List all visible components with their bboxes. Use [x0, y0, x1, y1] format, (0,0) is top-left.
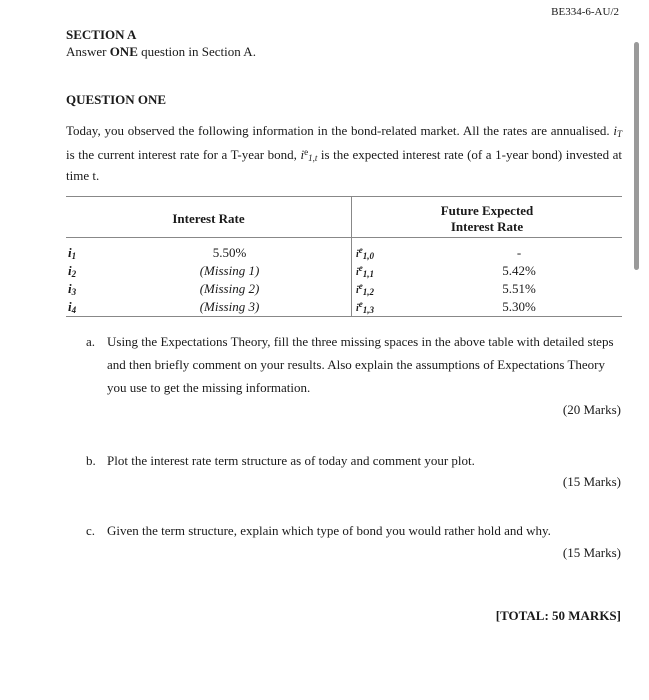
part-text: Using the Expectations Theory, fill the three missing spaces in the above table with detailed steps and then briefly comment on your results. Also explain the assumptions of Expectations Theory you use to get the missing information.: [107, 334, 614, 395]
expected-rate-value: 5.42%: [502, 263, 536, 278]
rate-symbol: $i_2$: [68, 263, 77, 279]
interest-rate-value: (Missing 1): [199, 263, 260, 278]
part-marks: (15 Marks): [562, 474, 621, 489]
question-title: QUESTION ONE: [66, 92, 167, 107]
expected-rate-value: 5.51%: [502, 281, 536, 296]
interest-rate-value: (Missing 3): [199, 299, 260, 314]
document-code: BE334-6-AU/2: [551, 6, 619, 18]
expected-rate-symbol: ie1,1: [352, 262, 417, 280]
question-intro: Today, you observed the following information in the bond-related market. All the rates are annualised. $i_T$ is the current interest rate for a T-year bond, $i^e_{1,t}$ is the expected interest rate (of a 1-year bond) invested at time t.: [66, 123, 623, 183]
part-marks: (15 Marks): [562, 545, 621, 560]
vertical-scrollbar[interactable]: [634, 42, 639, 270]
rate-symbol: $i_4$: [68, 299, 77, 315]
question-part: [86, 449, 626, 472]
expected-rate-symbol: ie1,0: [352, 238, 417, 263]
question-part: [86, 519, 626, 542]
table-row: [66, 262, 622, 280]
header-future-expected: Future Expected Interest Rate: [352, 197, 623, 238]
part-label: b.: [86, 453, 96, 468]
table-row: [66, 298, 622, 317]
part-marks: (20 Marks): [562, 402, 621, 417]
interest-rate-value: (Missing 2): [199, 281, 260, 296]
total-marks: [TOTAL: 50 MARKS]: [495, 608, 621, 623]
table-header-row: [66, 197, 622, 238]
section-title: SECTION A: [66, 27, 137, 42]
header-interest-rate: Interest Rate: [172, 211, 245, 226]
expected-rate-symbol: ie1,3: [352, 298, 417, 317]
part-label: a.: [86, 334, 96, 349]
expected-rate-value: 5.30%: [502, 299, 536, 314]
rate-symbol: $i_3$: [68, 281, 77, 297]
expected-rate-value: -: [516, 245, 522, 260]
section-instruction: Answer ONE question in Section A.: [66, 44, 256, 59]
table-row: [66, 238, 622, 263]
part-text: Plot the interest rate term structure as of today and comment your plot.: [107, 453, 475, 468]
interest-rate-value: 5.50%: [212, 245, 247, 260]
rate-symbol: $i_1$: [68, 245, 77, 261]
interest-rate-table: [66, 196, 622, 317]
question-part: [86, 330, 626, 399]
part-label: c.: [86, 523, 96, 538]
part-text: Given the term structure, explain which type of bond you would rather hold and why.: [107, 523, 551, 538]
table-row: [66, 280, 622, 298]
expected-rate-symbol: ie1,2: [352, 280, 417, 298]
